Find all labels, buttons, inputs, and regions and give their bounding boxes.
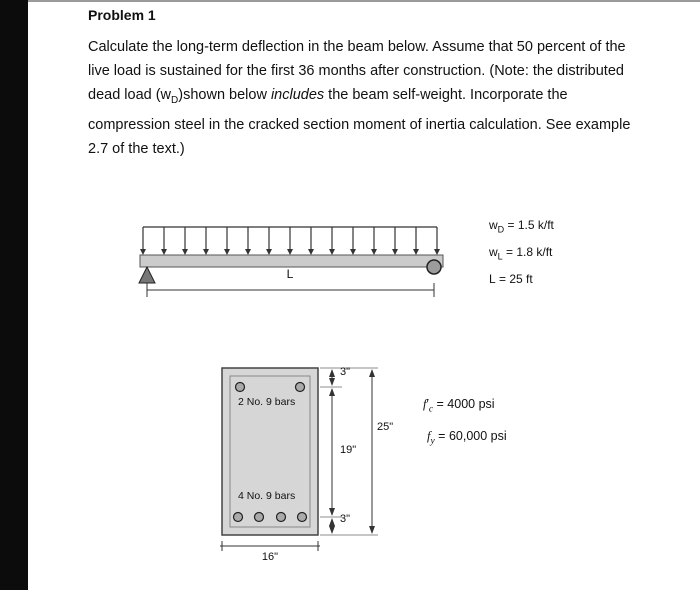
beam-elevation-diagram — [130, 213, 470, 305]
live-load-symbol: w — [489, 245, 498, 259]
rebar-top-left — [236, 383, 245, 392]
live-load-value: = 1.8 k/ft — [502, 245, 553, 259]
fc-prime: ′ — [426, 397, 429, 411]
section-outline — [222, 368, 318, 535]
roller-support-icon — [427, 260, 441, 274]
rebar-bottom-1 — [234, 513, 243, 522]
span-length-symbol: L — [286, 267, 294, 281]
fy-value: = 60,000 psi — [434, 429, 507, 443]
span-dimension-line — [147, 283, 434, 297]
statement-text-2: )shown below — [178, 87, 271, 103]
fc-value: = 4000 psi — [433, 397, 495, 411]
beam-member — [140, 255, 443, 267]
rebar-bottom-3 — [277, 513, 286, 522]
span-length-label — [489, 272, 533, 288]
rebar-top-right — [296, 383, 305, 392]
bar-spacing-dimension: 19" — [340, 444, 357, 456]
bottom-cover-dimension: 3" — [340, 513, 351, 525]
pin-support-icon — [139, 267, 155, 283]
statement-italic-word: includes — [270, 87, 325, 103]
dead-load-label — [489, 218, 554, 234]
fy-symbol: f — [427, 429, 431, 443]
span-symbol: L — [489, 272, 496, 286]
rebar-bottom-4 — [298, 513, 307, 522]
top-cover-dimension: 3" — [340, 366, 351, 378]
fc-symbol: f — [423, 397, 427, 411]
width-dimension-line — [220, 541, 320, 551]
distributed-load-arrows — [140, 227, 440, 255]
problem-title: Problem 1 — [88, 7, 156, 23]
width-dimension: 16" — [261, 551, 279, 563]
fc-subscript: c — [428, 404, 434, 415]
concrete-strength-label — [423, 397, 495, 415]
dead-load-symbol: w — [489, 218, 498, 232]
subscript-dead-load: D — [171, 94, 179, 106]
problem-statement — [88, 35, 644, 161]
cross-section-diagram — [200, 360, 400, 575]
dead-load-subscript: D — [497, 224, 505, 235]
fy-subscript: y — [430, 436, 435, 447]
left-scan-border — [0, 0, 28, 590]
statement-text-3: the beam self-weight. Incorporate the compression steel in the cracked section moment of inertia calculation. See example 2.7 of the text.) — [88, 87, 631, 157]
live-load-subscript: L — [497, 251, 503, 262]
top-edge-line — [0, 0, 700, 2]
dead-load-value: = 1.5 k/ft — [504, 218, 554, 232]
live-load-label — [489, 245, 552, 261]
bottom-bars-label: 4 No. 9 bars — [238, 490, 296, 502]
total-depth-dimension: 25" — [377, 421, 394, 433]
rebar-bottom-2 — [255, 513, 264, 522]
span-value: = 25 ft — [495, 272, 533, 286]
statement-text-1: Calculate the long-term deflection in the beam below. Assume that 50 percent of the live load is sustained for the first 36 months after construction. (Note: the distributed dead load (w — [88, 39, 626, 103]
top-bars-label: 2 No. 9 bars — [238, 396, 296, 408]
steel-yield-label — [427, 429, 507, 447]
